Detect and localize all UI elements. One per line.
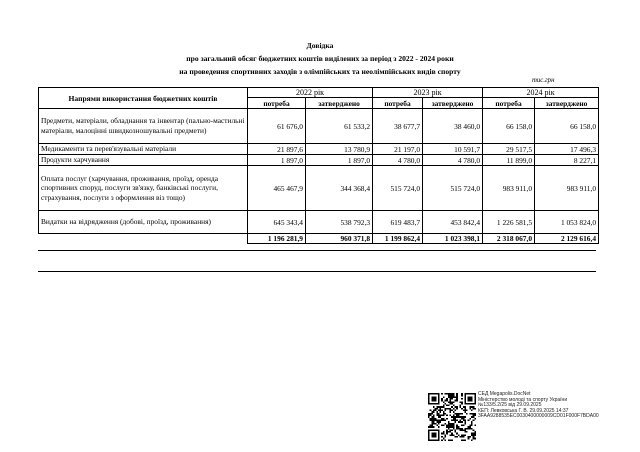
table-row: [39, 109, 599, 144]
row-category: Медикаменти та перев'язувальні матеріали: [39, 144, 248, 155]
stamp-line: Міністерство молоді та спорту України: [478, 396, 568, 403]
totals-row: [39, 234, 599, 244]
document-subtitle-line-1: про загальний обсяг бюджетних коштів виділених за період з 2022 - 2024 роки: [186, 54, 454, 63]
cell-value: 645 343,4: [248, 211, 306, 234]
row-category: Видатки на відрядження (добові, проїзд, проживання): [39, 211, 248, 234]
row-category: Оплата послуг (харчування, проживання, проїзд, оренда спортивних споруд, послуги зв'язку, банківські послуги, страхування, послуги з оформлення віз тощо): [39, 166, 248, 211]
need-header: потреба: [483, 98, 535, 109]
cell-value: 4 780,0: [423, 155, 483, 166]
divider-line: [38, 250, 596, 251]
cell-value: 515 724,0: [373, 166, 423, 211]
cell-value: 21 897,6: [248, 144, 306, 155]
row-category: Предмети, матеріали, обладнання та інвентар (пально-мастильні матеріали, малоцінні швидкозношувальні предмети): [39, 109, 248, 144]
cell-value: 453 842,4: [423, 211, 483, 234]
table-row: [39, 155, 599, 166]
unit-label: тис.грн: [532, 77, 555, 84]
stamp-line: 3FAA9288535EC0030400000009CD01F000F7BDA00: [478, 413, 599, 420]
document-heading: [0, 39, 640, 78]
total-value: 1 023 398,1: [423, 234, 483, 244]
cell-value: 8 227,1: [535, 155, 599, 166]
cell-value: 61 533,2: [306, 109, 373, 144]
cell-value: 66 158,0: [535, 109, 599, 144]
document-title: Довідка: [306, 41, 334, 50]
cell-value: 29 517,5: [483, 144, 535, 155]
cell-value: 983 911,0: [535, 166, 599, 211]
divider-line: [38, 271, 596, 272]
budget-table: [38, 87, 599, 244]
cell-value: 13 780,9: [306, 144, 373, 155]
cell-value: 11 899,0: [483, 155, 535, 166]
year-header-2022: 2022 рік: [248, 88, 373, 98]
approved-header: затверджено: [535, 98, 599, 109]
cell-value: 61 676,0: [248, 109, 306, 144]
cell-value: 1 897,0: [306, 155, 373, 166]
stamp-line: №133/5.2/25 від 29.09.2025: [478, 402, 542, 409]
totals-label-cell: [39, 234, 248, 244]
year-header-2023: 2023 рік: [373, 88, 483, 98]
cell-value: 1 053 824,0: [535, 211, 599, 234]
cell-value: 66 158,0: [483, 109, 535, 144]
stamp-line: СЕД Megapolis.DocNet: [478, 391, 531, 397]
cell-value: 4 780,0: [373, 155, 423, 166]
document-subtitle-line-2: на проведення спортивних заходів з олімпійських та неолімпійських видів спорту: [179, 67, 461, 76]
row-category: Продукти харчування: [39, 155, 248, 166]
cell-value: 10 591,7: [423, 144, 483, 155]
cell-value: 38 677,7: [373, 109, 423, 144]
cell-value: 38 460,0: [423, 109, 483, 144]
cell-value: 465 467,9: [248, 166, 306, 211]
qr-code-icon: [428, 393, 476, 441]
table-row: [39, 144, 599, 155]
stamp-line: КЕП: Левковська Г. В. 29.09.2025 14:37: [478, 407, 569, 414]
total-value: 2 129 616,4: [535, 234, 599, 244]
total-value: 960 371,8: [306, 234, 373, 244]
approved-header: затверджено: [306, 98, 373, 109]
total-value: 1 199 862,4: [373, 234, 423, 244]
cell-value: 1 226 581,5: [483, 211, 535, 234]
direction-header: Напрями використання бюджетних коштів: [39, 88, 248, 109]
cell-value: 538 792,3: [306, 211, 373, 234]
table-row: [39, 211, 599, 234]
need-header: потреба: [248, 98, 306, 109]
total-value: 1 196 281,9: [248, 234, 306, 244]
cell-value: 1 897,0: [248, 155, 306, 166]
cell-value: 983 911,0: [483, 166, 535, 211]
table-row: [39, 166, 599, 211]
cell-value: 619 483,7: [373, 211, 423, 234]
cell-value: 17 496,3: [535, 144, 599, 155]
cell-value: 344 368,4: [306, 166, 373, 211]
approved-header: затверджено: [423, 98, 483, 109]
e-signature-stamp: [478, 392, 599, 420]
year-header-2024: 2024 рік: [483, 88, 599, 98]
cell-value: 515 724,0: [423, 166, 483, 211]
cell-value: 21 197,0: [373, 144, 423, 155]
total-value: 2 318 067,0: [483, 234, 535, 244]
need-header: потреба: [373, 98, 423, 109]
